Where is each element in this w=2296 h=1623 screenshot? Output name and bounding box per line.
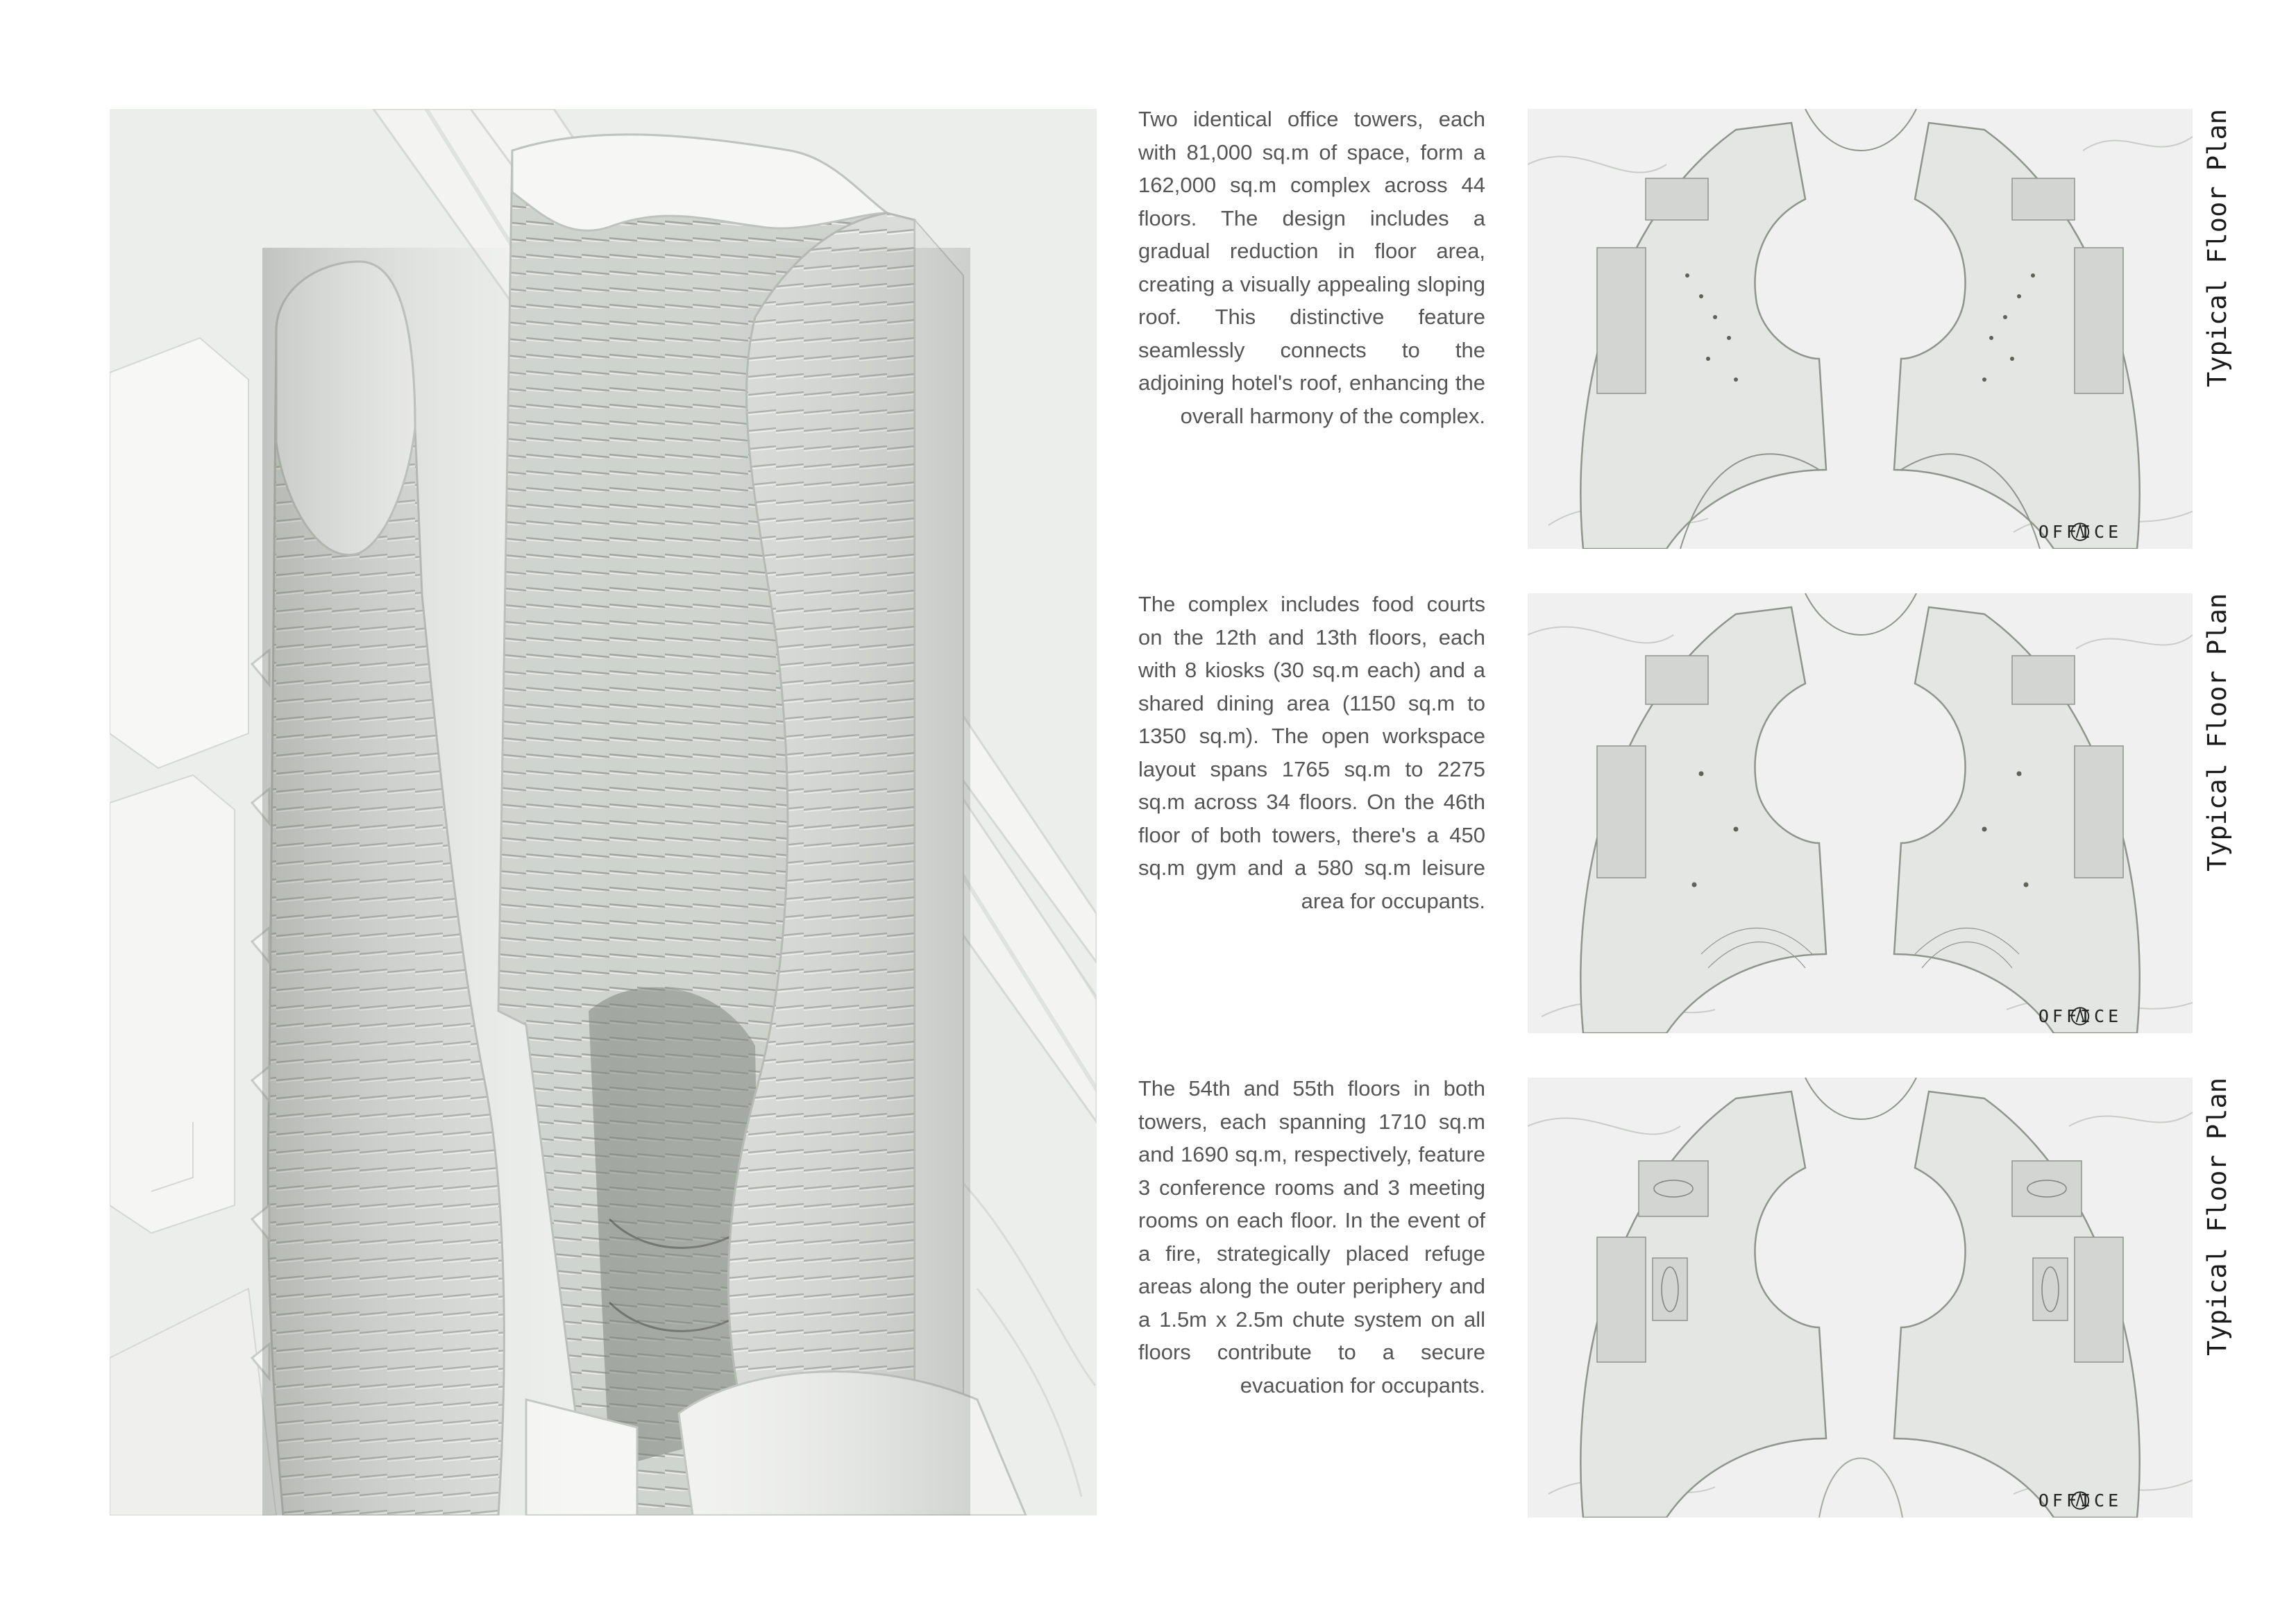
tower-axonometric-render [110, 109, 1097, 1515]
plan-title-1 [2202, 109, 2234, 549]
office-north-icon [2032, 1490, 2129, 1511]
floor-plan-1 [1528, 109, 2193, 549]
plan-title-text: Typical Floor Plan [2202, 1078, 2232, 1356]
office-north-mark [2032, 1006, 2129, 1026]
office-label: OFFICE [2038, 1490, 2122, 1511]
office-label: OFFICE [2038, 522, 2122, 542]
description-food-courts: The complex includes food courts on the 12th and 13th floors, each with 8 kiosks (30 sq.m each) and a shared dining area (1150 sq.m to 1350 sq.m). The open workspace layout spans 1765 sq.m to 2275 sq.m across 34 floors. On the 46th floor of both towers, there's a 450 sq.m gym and a 580 sq.m leisure area for occupants. [1138, 592, 1485, 913]
office-label: OFFICE [2038, 1006, 2122, 1026]
plan-title-text: Typical Floor Plan [2202, 593, 2232, 872]
office-north-mark [2032, 1490, 2129, 1511]
plan-title-3 [2202, 1078, 2234, 1518]
plan-title-text: Typical Floor Plan [2202, 109, 2232, 387]
office-north-icon [2032, 522, 2129, 542]
description-towers: Two identical office towers, each with 81,000 sq.m of space, form a 162,000 sq.m complex across 44 floors. The design includes a gradual reduction in floor area, creating a visually appealing sloping roof. This distinctive feature seamlessly connects to the adjoining hotel's roof, enhancing the overall harmony of the complex. [1138, 107, 1485, 428]
floor-plan-3 [1528, 1078, 2193, 1518]
office-north-mark [2032, 522, 2129, 542]
office-north-icon [2032, 1006, 2129, 1026]
floor-plan-2 [1528, 593, 2193, 1033]
plan-title-2 [2202, 593, 2234, 1033]
description-conference-floors: The 54th and 55th floors in both towers, each spanning 1710 sq.m and 1690 sq.m, respectively, feature 3 conference rooms and 3 meeting rooms on each floor. In the event of a fire, strategically placed refuge areas along the outer periphery and a 1.5m x 2.5m chute system on all floors contribute to a secure evacuation for occupants. [1138, 1076, 1485, 1397]
